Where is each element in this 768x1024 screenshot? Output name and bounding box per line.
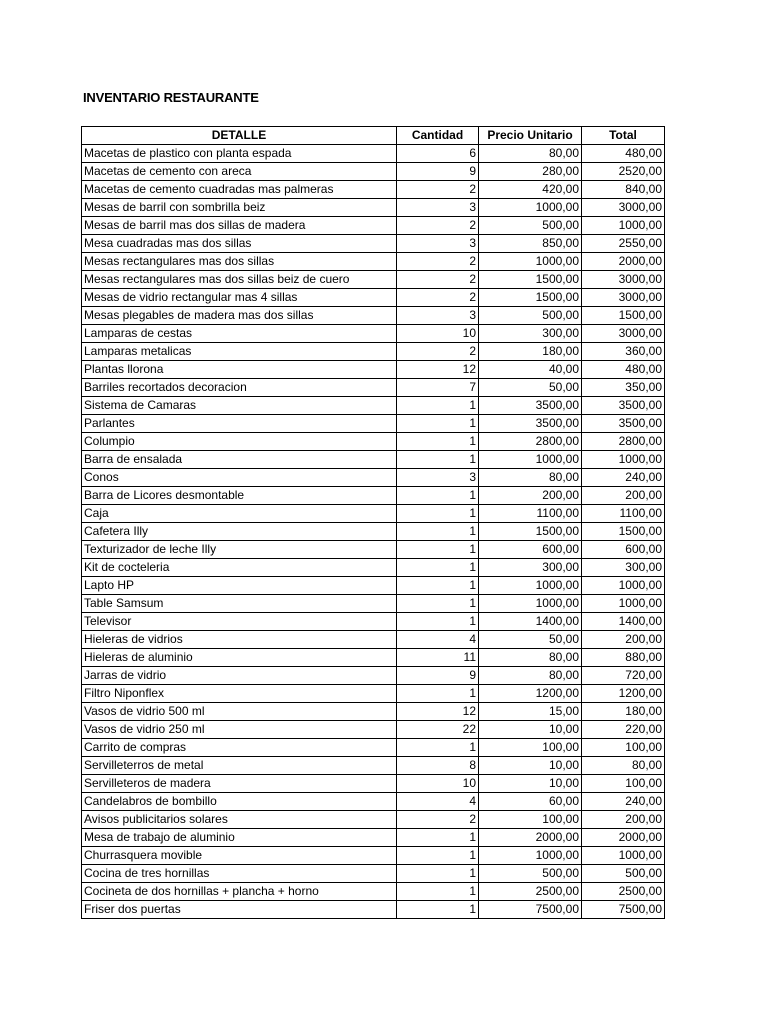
cell-total: 2000,00	[582, 253, 665, 271]
cell-detalle: Mesas de barril con sombrilla beiz	[82, 199, 397, 217]
cell-total: 840,00	[582, 181, 665, 199]
table-row	[82, 361, 665, 379]
cell-precio-unitario: 100,00	[479, 739, 582, 757]
cell-cantidad: 11	[397, 649, 479, 667]
cell-total: 100,00	[582, 739, 665, 757]
cell-detalle: Barriles recortados decoracion	[82, 379, 397, 397]
cell-cantidad: 9	[397, 667, 479, 685]
cell-precio-unitario: 500,00	[479, 865, 582, 883]
cell-detalle: Hieleras de vidrios	[82, 631, 397, 649]
cell-precio-unitario: 2000,00	[479, 829, 582, 847]
table-row	[82, 865, 665, 883]
cell-total: 360,00	[582, 343, 665, 361]
cell-precio-unitario: 1500,00	[479, 289, 582, 307]
cell-cantidad: 1	[397, 739, 479, 757]
cell-detalle: Lamparas metalicas	[82, 343, 397, 361]
table-row	[82, 217, 665, 235]
cell-detalle: Barra de ensalada	[82, 451, 397, 469]
cell-total: 3000,00	[582, 289, 665, 307]
table-row	[82, 145, 665, 163]
table-row	[82, 829, 665, 847]
table-row	[82, 199, 665, 217]
cell-detalle: Candelabros de bombillo	[82, 793, 397, 811]
table-row	[82, 307, 665, 325]
cell-cantidad: 8	[397, 757, 479, 775]
cell-precio-unitario: 420,00	[479, 181, 582, 199]
cell-cantidad: 1	[397, 901, 479, 919]
cell-precio-unitario: 1000,00	[479, 577, 582, 595]
cell-cantidad: 3	[397, 307, 479, 325]
cell-detalle: Churrasquera movible	[82, 847, 397, 865]
cell-total: 3000,00	[582, 271, 665, 289]
cell-cantidad: 2	[397, 811, 479, 829]
cell-total: 2500,00	[582, 883, 665, 901]
cell-total: 1400,00	[582, 613, 665, 631]
cell-total: 2000,00	[582, 829, 665, 847]
cell-total: 80,00	[582, 757, 665, 775]
cell-total: 480,00	[582, 361, 665, 379]
cell-detalle: Hieleras de aluminio	[82, 649, 397, 667]
cell-total: 7500,00	[582, 901, 665, 919]
table-row	[82, 433, 665, 451]
table-header	[82, 127, 665, 145]
cell-precio-unitario: 100,00	[479, 811, 582, 829]
cell-detalle: Macetas de plastico con planta espada	[82, 145, 397, 163]
cell-cantidad: 1	[397, 433, 479, 451]
cell-precio-unitario: 1000,00	[479, 595, 582, 613]
cell-detalle: Servilleterros de metal	[82, 757, 397, 775]
cell-detalle: Vasos de vidrio 500 ml	[82, 703, 397, 721]
cell-cantidad: 1	[397, 613, 479, 631]
table-row	[82, 631, 665, 649]
table-row	[82, 613, 665, 631]
cell-total: 3500,00	[582, 397, 665, 415]
table-row	[82, 721, 665, 739]
cell-precio-unitario: 7500,00	[479, 901, 582, 919]
header-precio-unitario: Precio Unitario	[479, 127, 582, 145]
cell-precio-unitario: 15,00	[479, 703, 582, 721]
table-row	[82, 685, 665, 703]
table-body	[82, 145, 665, 919]
cell-total: 240,00	[582, 793, 665, 811]
cell-total: 1500,00	[582, 523, 665, 541]
cell-cantidad: 2	[397, 289, 479, 307]
cell-total: 880,00	[582, 649, 665, 667]
header-row	[82, 127, 665, 145]
cell-cantidad: 1	[397, 595, 479, 613]
table-row	[82, 811, 665, 829]
table-row	[82, 883, 665, 901]
header-total: Total	[582, 127, 665, 145]
cell-total: 2520,00	[582, 163, 665, 181]
cell-total: 3500,00	[582, 415, 665, 433]
cell-cantidad: 2	[397, 271, 479, 289]
cell-detalle: Mesas rectangulares mas dos sillas beiz de cuero	[82, 271, 397, 289]
cell-detalle: Kit de cocteleria	[82, 559, 397, 577]
cell-total: 100,00	[582, 775, 665, 793]
cell-detalle: Avisos publicitarios solares	[82, 811, 397, 829]
document-title: INVENTARIO RESTAURANTE	[83, 90, 259, 105]
cell-detalle: Lapto HP	[82, 577, 397, 595]
cell-cantidad: 10	[397, 775, 479, 793]
cell-precio-unitario: 3500,00	[479, 415, 582, 433]
cell-precio-unitario: 1000,00	[479, 199, 582, 217]
cell-detalle: Jarras de vidrio	[82, 667, 397, 685]
cell-cantidad: 1	[397, 559, 479, 577]
table-row	[82, 649, 665, 667]
cell-cantidad: 3	[397, 235, 479, 253]
cell-detalle: Friser dos puertas	[82, 901, 397, 919]
table-row	[82, 757, 665, 775]
cell-precio-unitario: 10,00	[479, 721, 582, 739]
cell-precio-unitario: 3500,00	[479, 397, 582, 415]
table-row	[82, 451, 665, 469]
cell-total: 500,00	[582, 865, 665, 883]
cell-detalle: Mesas de vidrio rectangular mas 4 sillas	[82, 289, 397, 307]
cell-cantidad: 7	[397, 379, 479, 397]
table-row	[82, 775, 665, 793]
cell-detalle: Filtro Niponflex	[82, 685, 397, 703]
cell-detalle: Carrito de compras	[82, 739, 397, 757]
cell-precio-unitario: 10,00	[479, 757, 582, 775]
cell-detalle: Cafetera Illy	[82, 523, 397, 541]
cell-cantidad: 1	[397, 505, 479, 523]
cell-total: 3000,00	[582, 325, 665, 343]
table-row	[82, 523, 665, 541]
cell-total: 1000,00	[582, 577, 665, 595]
table-row	[82, 343, 665, 361]
table-row	[82, 379, 665, 397]
cell-detalle: Servilleteros de madera	[82, 775, 397, 793]
table-row	[82, 739, 665, 757]
cell-cantidad: 1	[397, 541, 479, 559]
cell-total: 240,00	[582, 469, 665, 487]
cell-precio-unitario: 500,00	[479, 307, 582, 325]
table-row	[82, 253, 665, 271]
cell-cantidad: 1	[397, 487, 479, 505]
cell-precio-unitario: 850,00	[479, 235, 582, 253]
cell-precio-unitario: 1000,00	[479, 451, 582, 469]
cell-cantidad: 1	[397, 577, 479, 595]
cell-cantidad: 1	[397, 415, 479, 433]
cell-precio-unitario: 300,00	[479, 325, 582, 343]
cell-precio-unitario: 2500,00	[479, 883, 582, 901]
table-row	[82, 559, 665, 577]
cell-cantidad: 22	[397, 721, 479, 739]
table-row	[82, 397, 665, 415]
cell-precio-unitario: 1000,00	[479, 253, 582, 271]
cell-detalle: Televisor	[82, 613, 397, 631]
cell-detalle: Texturizador de leche Illy	[82, 541, 397, 559]
cell-cantidad: 4	[397, 793, 479, 811]
cell-detalle: Cocina de tres hornillas	[82, 865, 397, 883]
cell-detalle: Mesa de trabajo de aluminio	[82, 829, 397, 847]
cell-precio-unitario: 300,00	[479, 559, 582, 577]
cell-total: 350,00	[582, 379, 665, 397]
header-detalle: DETALLE	[82, 127, 397, 145]
cell-cantidad: 1	[397, 523, 479, 541]
cell-cantidad: 2	[397, 253, 479, 271]
cell-total: 200,00	[582, 811, 665, 829]
cell-total: 300,00	[582, 559, 665, 577]
cell-detalle: Columpio	[82, 433, 397, 451]
cell-precio-unitario: 60,00	[479, 793, 582, 811]
table-row	[82, 271, 665, 289]
cell-precio-unitario: 40,00	[479, 361, 582, 379]
cell-detalle: Mesa cuadradas mas dos sillas	[82, 235, 397, 253]
cell-precio-unitario: 80,00	[479, 469, 582, 487]
cell-cantidad: 1	[397, 847, 479, 865]
cell-cantidad: 2	[397, 217, 479, 235]
cell-total: 3000,00	[582, 199, 665, 217]
cell-detalle: Macetas de cemento con areca	[82, 163, 397, 181]
cell-cantidad: 1	[397, 685, 479, 703]
cell-precio-unitario: 50,00	[479, 631, 582, 649]
table-row	[82, 505, 665, 523]
cell-total: 1000,00	[582, 847, 665, 865]
cell-detalle: Mesas de barril mas dos sillas de madera	[82, 217, 397, 235]
cell-cantidad: 4	[397, 631, 479, 649]
table-row	[82, 415, 665, 433]
cell-detalle: Cocineta de dos hornillas + plancha + horno	[82, 883, 397, 901]
cell-detalle: Mesas rectangulares mas dos sillas	[82, 253, 397, 271]
cell-total: 180,00	[582, 703, 665, 721]
cell-total: 480,00	[582, 145, 665, 163]
cell-total: 1100,00	[582, 505, 665, 523]
cell-cantidad: 1	[397, 397, 479, 415]
cell-detalle: Macetas de cemento cuadradas mas palmeras	[82, 181, 397, 199]
cell-precio-unitario: 200,00	[479, 487, 582, 505]
cell-total: 2800,00	[582, 433, 665, 451]
cell-total: 220,00	[582, 721, 665, 739]
cell-precio-unitario: 80,00	[479, 145, 582, 163]
table-row	[82, 703, 665, 721]
cell-total: 200,00	[582, 487, 665, 505]
cell-cantidad: 3	[397, 469, 479, 487]
cell-detalle: Lamparas de cestas	[82, 325, 397, 343]
cell-detalle: Parlantes	[82, 415, 397, 433]
cell-detalle: Conos	[82, 469, 397, 487]
cell-precio-unitario: 2800,00	[479, 433, 582, 451]
cell-cantidad: 3	[397, 199, 479, 217]
cell-precio-unitario: 50,00	[479, 379, 582, 397]
cell-total: 1200,00	[582, 685, 665, 703]
cell-precio-unitario: 180,00	[479, 343, 582, 361]
table-row	[82, 181, 665, 199]
cell-detalle: Mesas plegables de madera mas dos sillas	[82, 307, 397, 325]
cell-precio-unitario: 1000,00	[479, 847, 582, 865]
header-cantidad: Cantidad	[397, 127, 479, 145]
cell-detalle: Sistema de Camaras	[82, 397, 397, 415]
cell-total: 1000,00	[582, 595, 665, 613]
table-row	[82, 235, 665, 253]
cell-precio-unitario: 1500,00	[479, 523, 582, 541]
table-row	[82, 289, 665, 307]
table-row	[82, 325, 665, 343]
cell-cantidad: 9	[397, 163, 479, 181]
cell-cantidad: 12	[397, 703, 479, 721]
cell-precio-unitario: 1500,00	[479, 271, 582, 289]
cell-detalle: Table Samsum	[82, 595, 397, 613]
cell-cantidad: 1	[397, 829, 479, 847]
cell-cantidad: 1	[397, 865, 479, 883]
cell-precio-unitario: 600,00	[479, 541, 582, 559]
table-row	[82, 793, 665, 811]
cell-cantidad: 1	[397, 451, 479, 469]
cell-total: 1500,00	[582, 307, 665, 325]
cell-cantidad: 1	[397, 883, 479, 901]
table-row	[82, 667, 665, 685]
cell-total: 2550,00	[582, 235, 665, 253]
cell-precio-unitario: 280,00	[479, 163, 582, 181]
table-row	[82, 577, 665, 595]
cell-total: 600,00	[582, 541, 665, 559]
cell-total: 1000,00	[582, 217, 665, 235]
cell-precio-unitario: 1100,00	[479, 505, 582, 523]
cell-cantidad: 12	[397, 361, 479, 379]
table-row	[82, 469, 665, 487]
inventory-table	[81, 126, 665, 919]
cell-precio-unitario: 1400,00	[479, 613, 582, 631]
cell-cantidad: 10	[397, 325, 479, 343]
cell-cantidad: 6	[397, 145, 479, 163]
cell-total: 1000,00	[582, 451, 665, 469]
cell-precio-unitario: 80,00	[479, 649, 582, 667]
cell-precio-unitario: 500,00	[479, 217, 582, 235]
cell-cantidad: 2	[397, 343, 479, 361]
cell-detalle: Caja	[82, 505, 397, 523]
table-row	[82, 541, 665, 559]
table-row	[82, 595, 665, 613]
table-row	[82, 163, 665, 181]
cell-detalle: Plantas llorona	[82, 361, 397, 379]
cell-detalle: Barra de Licores desmontable	[82, 487, 397, 505]
table-row	[82, 901, 665, 919]
cell-detalle: Vasos de vidrio 250 ml	[82, 721, 397, 739]
table-row	[82, 847, 665, 865]
cell-cantidad: 2	[397, 181, 479, 199]
cell-precio-unitario: 10,00	[479, 775, 582, 793]
cell-precio-unitario: 80,00	[479, 667, 582, 685]
cell-precio-unitario: 1200,00	[479, 685, 582, 703]
table-row	[82, 487, 665, 505]
cell-total: 200,00	[582, 631, 665, 649]
cell-total: 720,00	[582, 667, 665, 685]
